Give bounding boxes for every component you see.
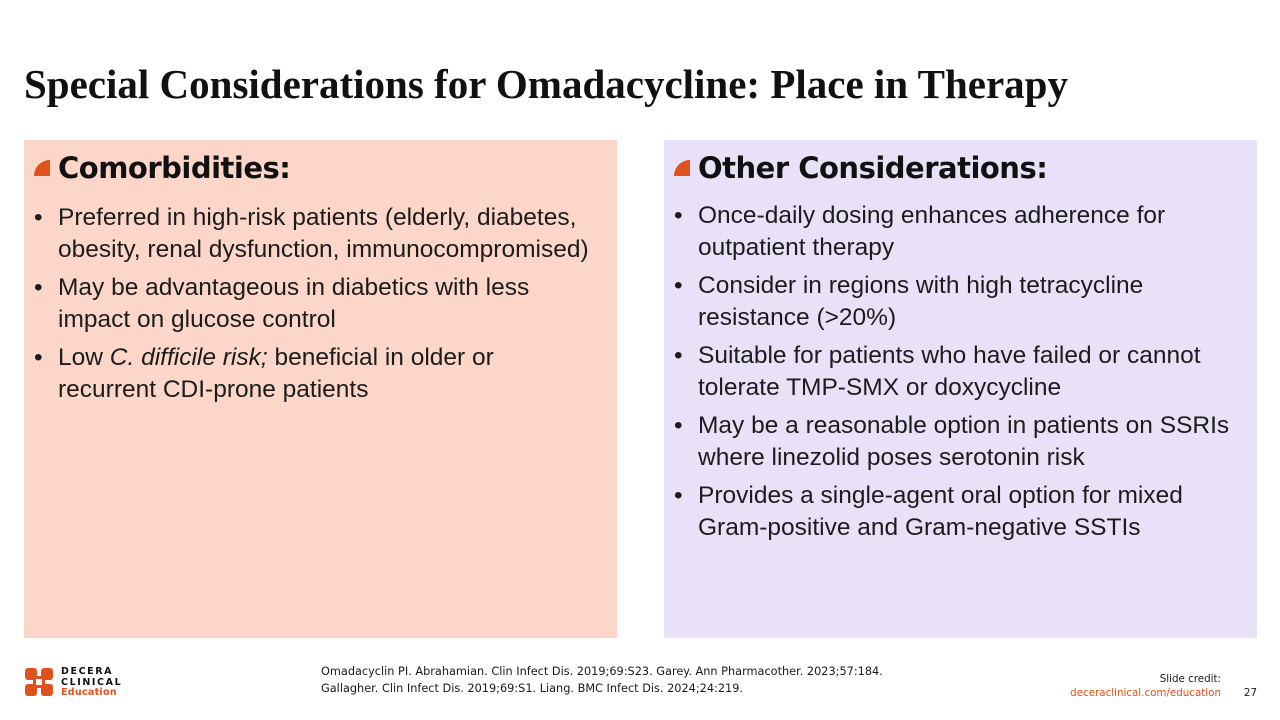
list-item-suffix: beneficial in older or recurrent CDI-prone patients	[58, 344, 501, 403]
list-item: • Suitable for patients who have failed or cannot tolerate TMP-SMX or doxycycline	[698, 340, 1248, 404]
list-item: • Once-daily dosing enhances adherence for outpatient therapy	[698, 200, 1248, 264]
page-number: 27	[1243, 687, 1257, 699]
logo-line-2: CLINICAL	[61, 676, 123, 688]
other-considerations-panel	[664, 140, 1257, 638]
list-item-italic: C. difficile risk;	[109, 344, 268, 371]
list-item: • Consider in regions with high tetracycline resistance (>20%)	[698, 270, 1248, 334]
references: Omadacyclin PI. Abrahamian. Clin Infect Dis. 2019;69:S23. Garey. Ann Pharmacother. 2023;57:184. Gallagher. Clin Infect Dis. 2019;69:S1. Liang. BMC Infect Dis. 2024;24:219.	[321, 665, 883, 695]
list-item: • May be a reasonable option in patients on SSRIs where linezolid poses serotonin risk	[698, 410, 1248, 474]
list-item	[58, 342, 598, 406]
list-item: • May be advantageous in diabetics with less impact on glucose control	[58, 272, 598, 336]
logo-line-3: Education	[61, 687, 117, 698]
other-considerations-list	[698, 200, 1248, 550]
list-item-prefix: Low	[58, 344, 110, 371]
comorbidities-heading: Comorbidities:	[58, 151, 291, 185]
logo-wordmark	[61, 667, 122, 699]
credit-link[interactable]: deceraclinical.com/education	[1070, 687, 1221, 699]
slide-title: Special Considerations for Omadacycline: Place in Therapy	[24, 61, 1068, 107]
credit-label: Slide credit:	[1159, 673, 1221, 685]
quarter-circle-marker-icon	[674, 160, 690, 176]
slide-credit	[1070, 672, 1221, 700]
quarter-circle-marker-icon	[34, 160, 50, 176]
comorbidities-panel	[24, 140, 617, 638]
other-considerations-heading: Other Considerations:	[698, 151, 1048, 185]
comorbidities-list	[58, 202, 598, 412]
list-item: • Provides a single-agent oral option for mixed Gram-positive and Gram-negative SSTIs	[698, 480, 1248, 544]
decera-logo	[25, 667, 155, 699]
logo-line-1: DECERA	[61, 666, 114, 677]
decera-logo-icon	[25, 668, 53, 696]
list-item: • Preferred in high-risk patients (elderly, diabetes, obesity, renal dysfunction, immunocompromised)	[58, 202, 598, 266]
